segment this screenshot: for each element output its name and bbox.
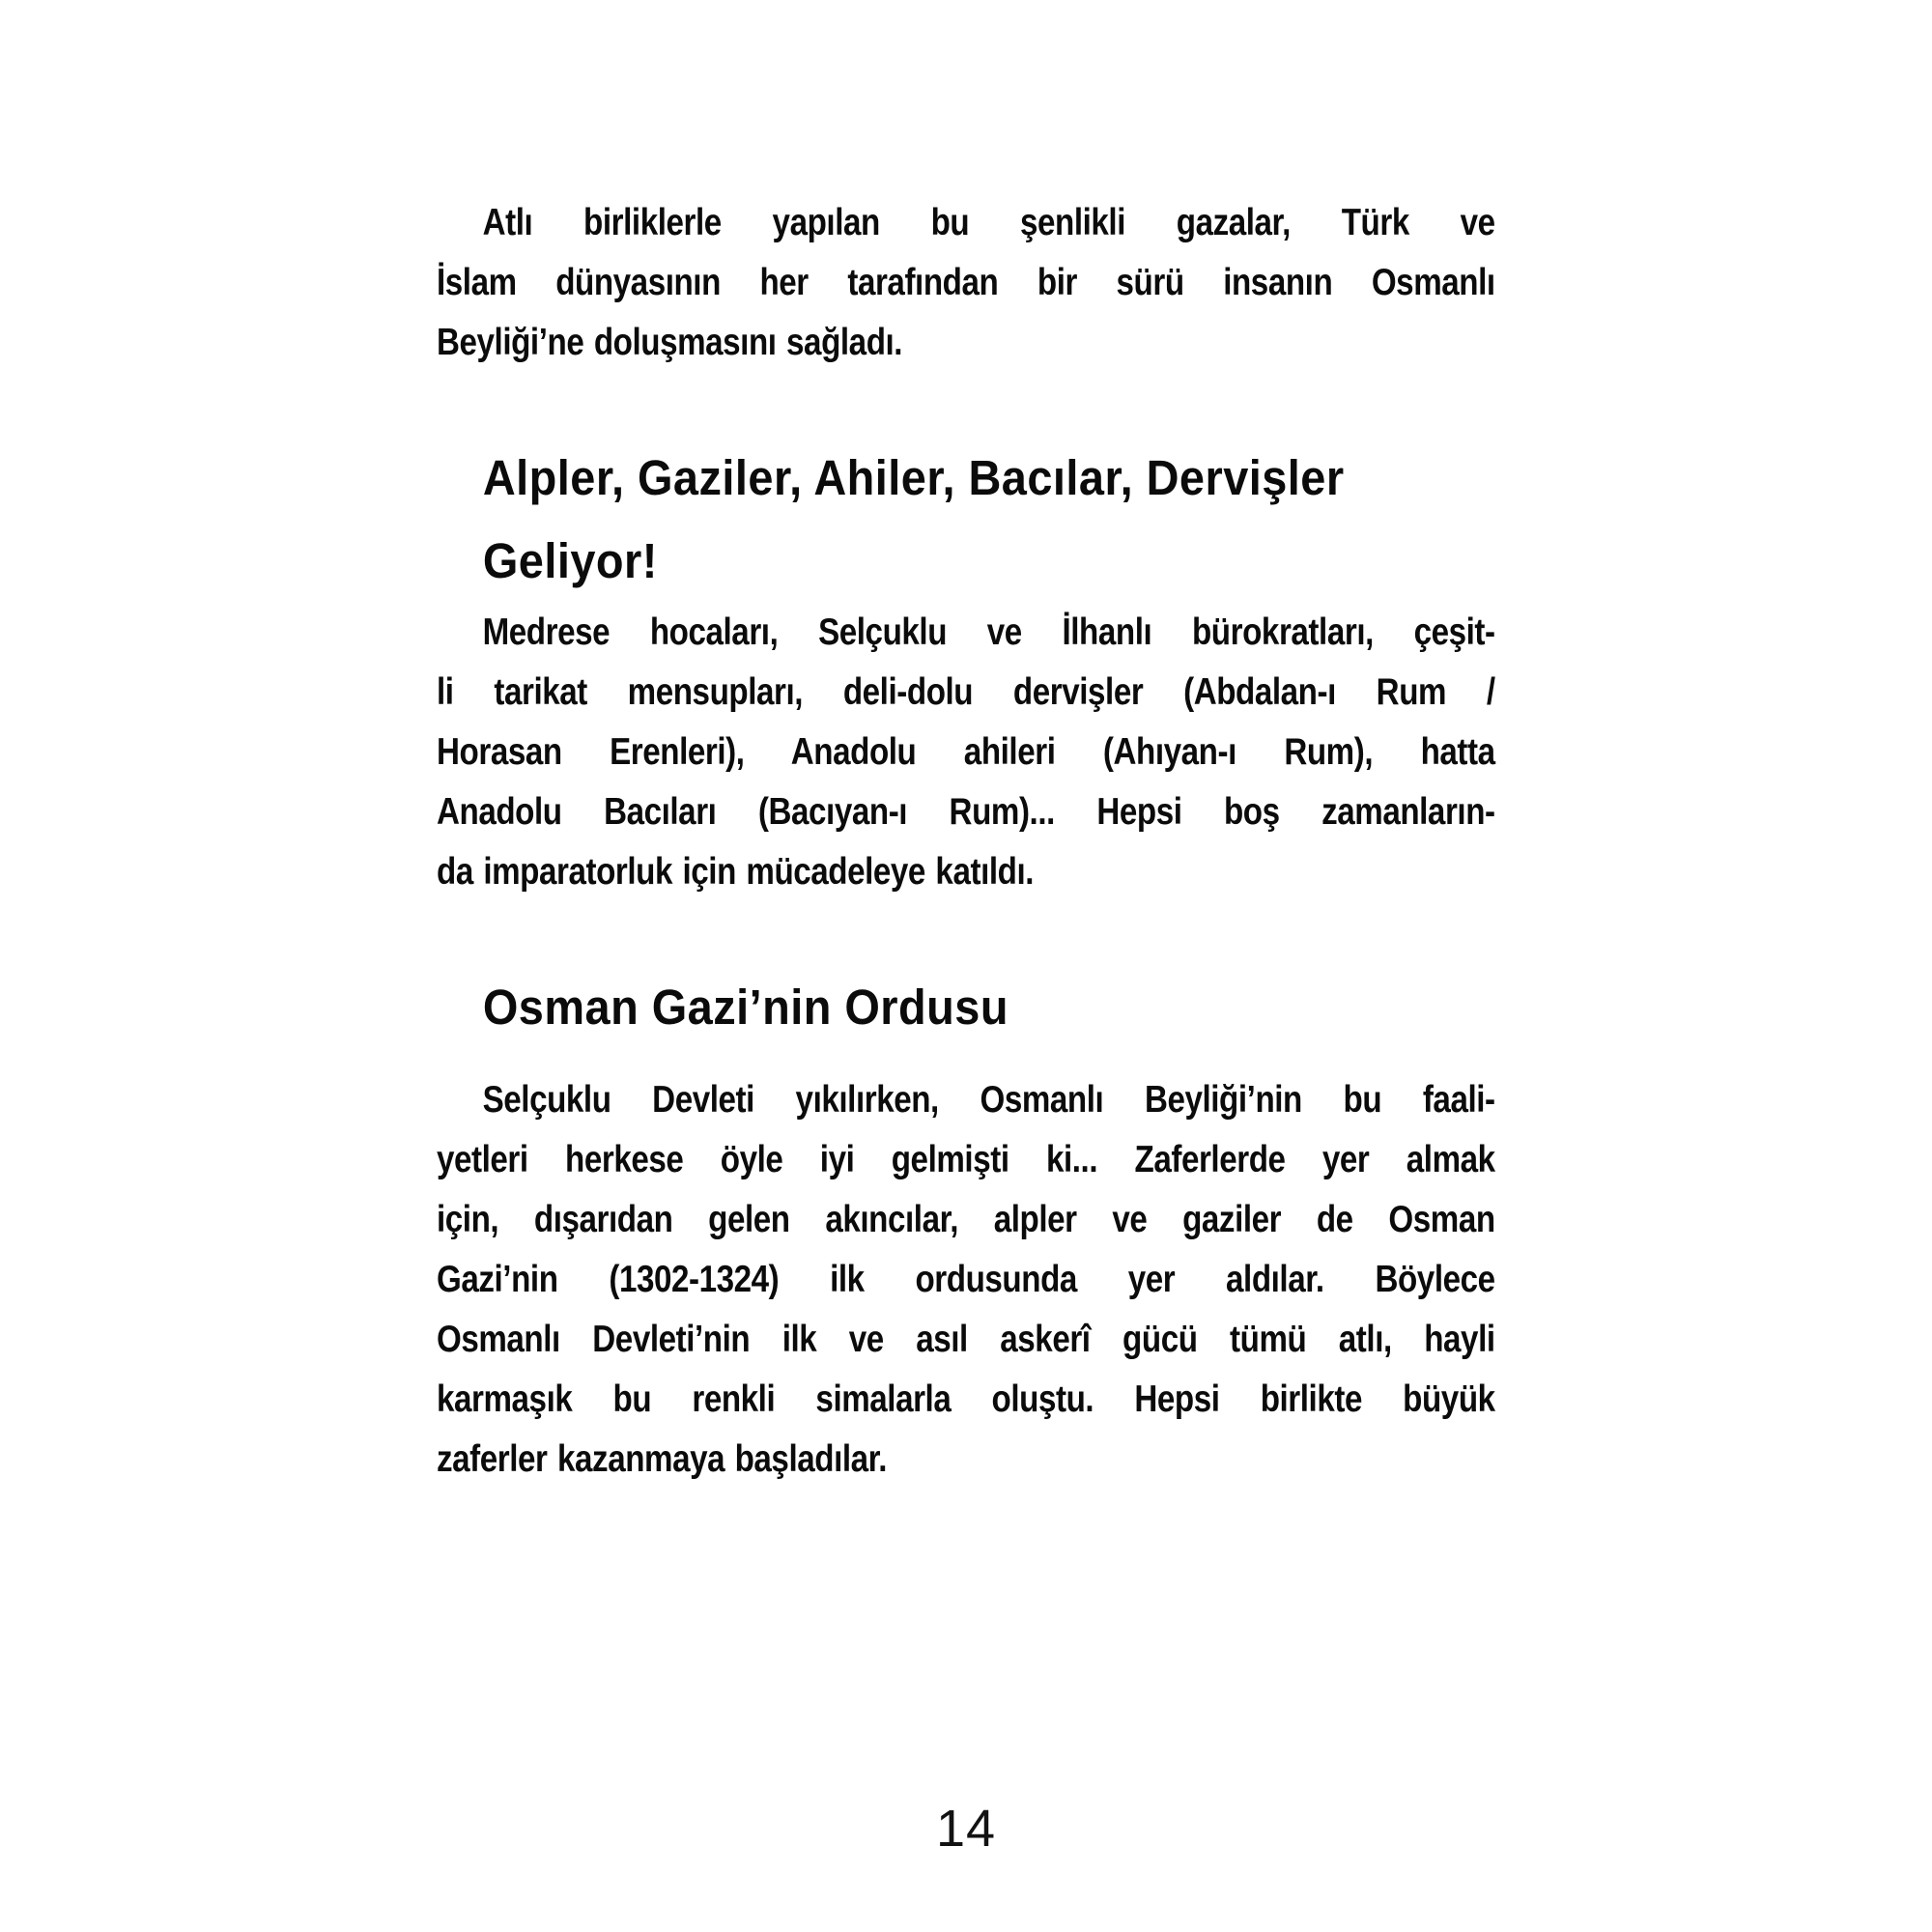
section-heading-osman-gazi — [437, 966, 1009, 1049]
paragraph-line: İslam dünyasının her tarafından bir sürü insanın Osmanlı — [437, 262, 1495, 303]
paragraph-line: için, dışarıdan gelen akıncılar, alpler ve gaziler de Osman — [437, 1199, 1495, 1240]
section-heading-alpler — [437, 437, 1345, 603]
paragraph-line: Medrese hocaları, Selçuklu ve İlhanlı bürokratları, çeşit- — [482, 611, 1495, 653]
paragraph-selcuklu — [437, 1070, 1682, 1490]
paragraph-intro — [437, 193, 1682, 373]
paragraph-line: li tarikat mensupları, deli-dolu dervişler (Abdalan-ı Rum / — [437, 671, 1495, 713]
paragraph-line: da imparatorluk için mücadeleye katıldı. — [437, 851, 1035, 893]
paragraph-line: Gazi’nin (1302-1324) ilk ordusunda yer aldılar. Böylece — [437, 1259, 1495, 1300]
heading-line: Geliyor! — [482, 533, 658, 588]
paragraph-line: yetleri herkese öyle iyi gelmişti ki... Zaferlerde yer almak — [437, 1139, 1495, 1180]
heading-line: Osman Gazi’nin Ordusu — [482, 980, 1009, 1035]
paragraph-line: zaferler kazanmaya başladılar. — [437, 1438, 888, 1480]
page-number: 14 — [935, 1800, 997, 1858]
paragraph-line: Selçuklu Devleti yıkılırken, Osmanlı Beyliği’nin bu faali- — [482, 1079, 1495, 1121]
paragraph-line: karmaşık bu renkli simalarla oluştu. Hepsi birlikte büyük — [437, 1378, 1495, 1420]
paragraph-line: Anadolu Bacıları (Bacıyan-ı Rum)... Hepsi boş zamanların- — [437, 791, 1495, 833]
paragraph-line: Atlı birliklerle yapılan bu şenlikli gazalar, Türk ve — [482, 202, 1495, 243]
paragraph-medrese — [437, 603, 1682, 902]
paragraph-line: Beyliği’ne doluşmasını sağladı. — [437, 322, 903, 363]
paragraph-line: Horasan Erenleri), Anadolu ahileri (Ahıyan-ı Rum), hatta — [437, 731, 1495, 773]
paragraph-line: Osmanlı Devleti’nin ilk ve asıl askerî gücü tümü atlı, hayli — [437, 1319, 1495, 1360]
heading-line: Alpler, Gaziler, Ahiler, Bacılar, Dervişler — [482, 450, 1345, 505]
